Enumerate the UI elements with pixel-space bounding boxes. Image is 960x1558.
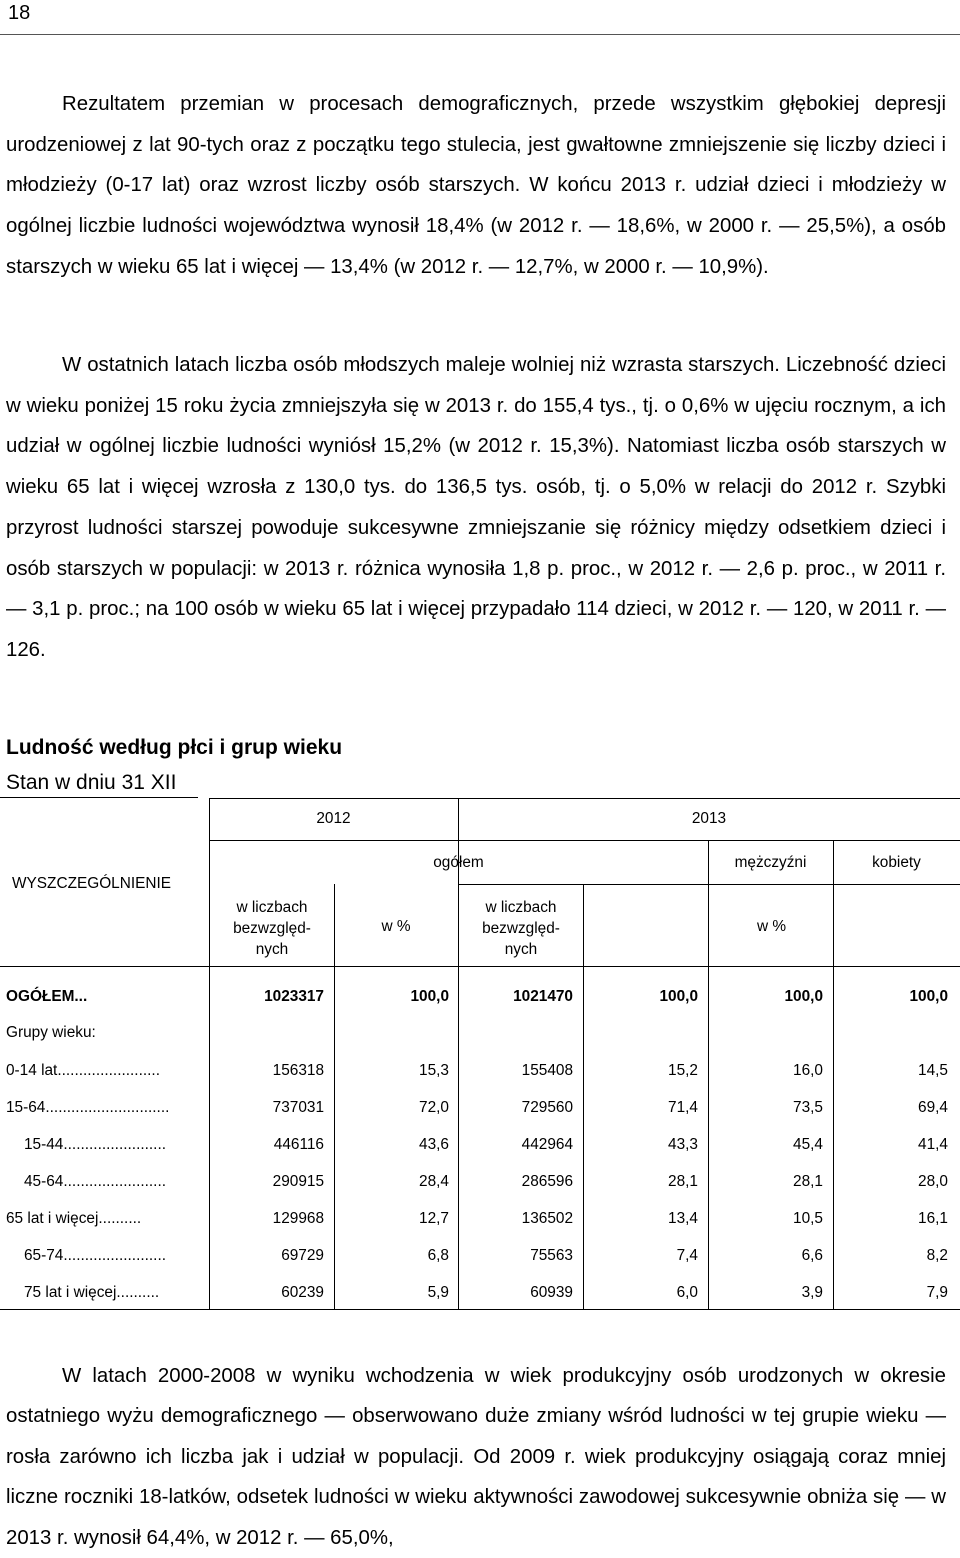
- cell-abs-2012: 446116: [273, 1136, 324, 1153]
- cell-abs-2013: 729560: [521, 1099, 573, 1116]
- table-rule-year: [209, 840, 960, 841]
- table-vline-2012: [458, 798, 459, 1309]
- year-2013-header: 2013: [691, 810, 727, 827]
- table-vline-men: [708, 840, 709, 1309]
- paragraph-working-age: W latach 2000-2008 w wyniku wchodzenia w wiek produkcyjny osób urodzonych w okresie ostatniego wyżu demograficznego — obserwowano duże zmiany wśród ludności w tej grupie wieku — rosła zarówno ich liczba jak i udział w populacji. Od 2009 r. wiek produkcyjny osiągają coraz mniej liczne roczniki 18-latków, odsetek ludności w wieku aktywności zawodowej sukcesywnie obniża się — w 2013 r. wynosił 64,4%, w 2012 r. — 65,0%,: [6, 1365, 946, 1549]
- cell-abs-2013: 286596: [521, 1173, 573, 1190]
- row-label: 45-64........................: [24, 1173, 166, 1190]
- cell-pct-2012: 72,0: [419, 1099, 449, 1116]
- abs-2012-header: w liczbach bezwzględ-nych: [233, 899, 311, 958]
- cell-pct-2013: 13,4: [668, 1210, 698, 1227]
- cell-pct-2013: 6,0: [676, 1284, 698, 1301]
- total-header: ogółem: [433, 854, 484, 871]
- row-label: 75 lat i więcej..........: [24, 1284, 160, 1301]
- cell-pct-2012: 12,7: [419, 1210, 449, 1227]
- table-subtitle: Stan w dniu 31 XII: [6, 771, 177, 794]
- table-rule-top: [209, 798, 960, 799]
- table-title: Ludność według płci i grup wieku: [6, 736, 343, 759]
- cell-pct-2013: 100,0: [659, 988, 698, 1005]
- cell-pct-2013: 15,2: [668, 1062, 698, 1079]
- cell-men: 10,5: [793, 1210, 823, 1227]
- row-label: 65 lat i więcej..........: [6, 1210, 142, 1227]
- cell-women: 69,4: [918, 1099, 948, 1116]
- cell-abs-2012: 156318: [272, 1062, 324, 1079]
- population-table: [0, 798, 960, 1318]
- header-rule: [0, 34, 960, 35]
- cell-abs-2012: 737031: [272, 1099, 324, 1116]
- abs-2013-header: w liczbach bezwzględ-nych: [482, 899, 560, 958]
- table-vline-pct2012: [334, 884, 335, 1309]
- cell-pct-2013: 43,3: [668, 1136, 698, 1153]
- cell-pct-2013: 7,4: [676, 1247, 698, 1264]
- table-rule-bottom: [0, 1309, 960, 1310]
- cell-men: 45,4: [793, 1136, 823, 1153]
- cell-abs-2012: 129968: [272, 1210, 324, 1227]
- cell-men: 3,9: [801, 1284, 823, 1301]
- pct-2012-header: w %: [381, 918, 411, 935]
- table-vline-stub: [209, 798, 210, 1309]
- cell-pct-2013: 71,4: [668, 1099, 698, 1116]
- cell-women: 8,2: [926, 1247, 948, 1264]
- cell-abs-2013: 1021470: [513, 988, 573, 1005]
- cell-abs-2013: 75563: [530, 1247, 573, 1264]
- cell-women: 14,5: [918, 1062, 948, 1079]
- cell-pct-2012: 15,3: [419, 1062, 449, 1079]
- cell-pct-2012: 100,0: [410, 988, 449, 1005]
- year-2012-header: 2012: [316, 810, 351, 827]
- cell-pct-2012: 5,9: [427, 1284, 449, 1301]
- cell-women: 100,0: [909, 988, 948, 1005]
- cell-women: 28,0: [918, 1173, 948, 1190]
- row-label: Grupy wieku:: [6, 1024, 96, 1041]
- row-label: 0-14 lat........................: [6, 1062, 160, 1079]
- cell-pct-2012: 28,4: [419, 1173, 449, 1190]
- cell-abs-2012: 1023317: [264, 988, 324, 1005]
- cell-men: 73,5: [793, 1099, 823, 1116]
- pct-2013-header: w %: [756, 918, 787, 935]
- cell-abs-2012: 60239: [281, 1284, 324, 1301]
- cell-men: 100,0: [784, 988, 823, 1005]
- cell-men: 6,6: [801, 1247, 823, 1264]
- cell-men: 16,0: [793, 1062, 823, 1079]
- page-number: 18: [8, 2, 31, 24]
- cell-abs-2013: 155408: [521, 1062, 573, 1079]
- table-rule-sub: [458, 884, 960, 885]
- cell-abs-2013: 136502: [521, 1210, 573, 1227]
- cell-men: 28,1: [793, 1173, 823, 1190]
- cell-abs-2012: 290915: [272, 1173, 324, 1190]
- row-label: OGÓŁEM...: [6, 988, 88, 1005]
- row-label: 15-44........................: [24, 1136, 166, 1153]
- cell-pct-2012: 6,8: [427, 1247, 449, 1264]
- cell-abs-2013: 60939: [530, 1284, 573, 1301]
- row-label: 15-64.............................: [6, 1099, 170, 1116]
- cell-women: 7,9: [926, 1284, 948, 1301]
- cell-women: 41,4: [918, 1136, 948, 1153]
- women-header: kobiety: [872, 854, 921, 871]
- stub-header: WYSZCZEGÓLNIENIE: [12, 875, 172, 892]
- table-vline-women: [833, 840, 834, 1309]
- cell-pct-2013: 28,1: [668, 1173, 698, 1190]
- paragraph-young-vs-old: W ostatnich latach liczba osób młodszych maleje wolniej niż wzrasta starszych. Liczebność dzieci w wieku poniżej 15 roku życia zmniejszyła się w 2013 r. do 155,4 tys., tj. o 0,6% w ujęciu rocznym, a ich udział w ogólnej liczbie ludności wyniósł 15,2% (w 2012 r. 15,3%). Natomiast liczba osób starszych w wieku 65 lat i więcej wzrosła z 130,0 tys. do 136,5 tys. osób, tj. o 5,0% w relacji do 2012 r. Szybki przyrost ludności starszej powoduje sukcesywne zmniejszanie się różnicy między odsetkiem dzieci i osób starszych w populacji: w 2013 r. różnica wynosiła 1,8 p. proc., w 2012 r. — 2,6 p. proc., w 2011 r. — 3,1 p. proc.; na 100 osób w wieku 65 lat i więcej przypadało 114 dzieci, w 2012 r. — 120, w 2011 r. — 126.: [6, 354, 946, 661]
- cell-abs-2012: 69729: [281, 1247, 324, 1264]
- cell-women: 16,1: [918, 1210, 948, 1227]
- men-header: mężczyźni: [734, 854, 807, 871]
- paragraph-demographic-changes: Rezultatem przemian w procesach demograficznych, przede wszystkim głębokiej depresji urodzeniowej z lat 90-tych oraz z początku tego stulecia, jest gwałtowne zmniejszenie się liczby dzieci i młodzieży (0-17 lat) oraz wzrost liczby osób starszych. W końcu 2013 r. udział dzieci i młodzieży w ogólnej liczbie ludności województwa wynosił 18,4% (w 2012 r. — 18,6%, w 2000 r. — 25,5%), a osób starszych w wieku 65 lat i więcej — 13,4% (w 2012 r. — 12,7%, w 2000 r. — 10,9%).: [6, 93, 946, 278]
- row-label: 65-74........................: [24, 1247, 166, 1264]
- cell-abs-2013: 442964: [521, 1136, 573, 1153]
- table-rule-header-bottom: [0, 966, 960, 967]
- table-vline-pct2013: [583, 884, 584, 1309]
- cell-pct-2012: 43,6: [419, 1136, 449, 1153]
